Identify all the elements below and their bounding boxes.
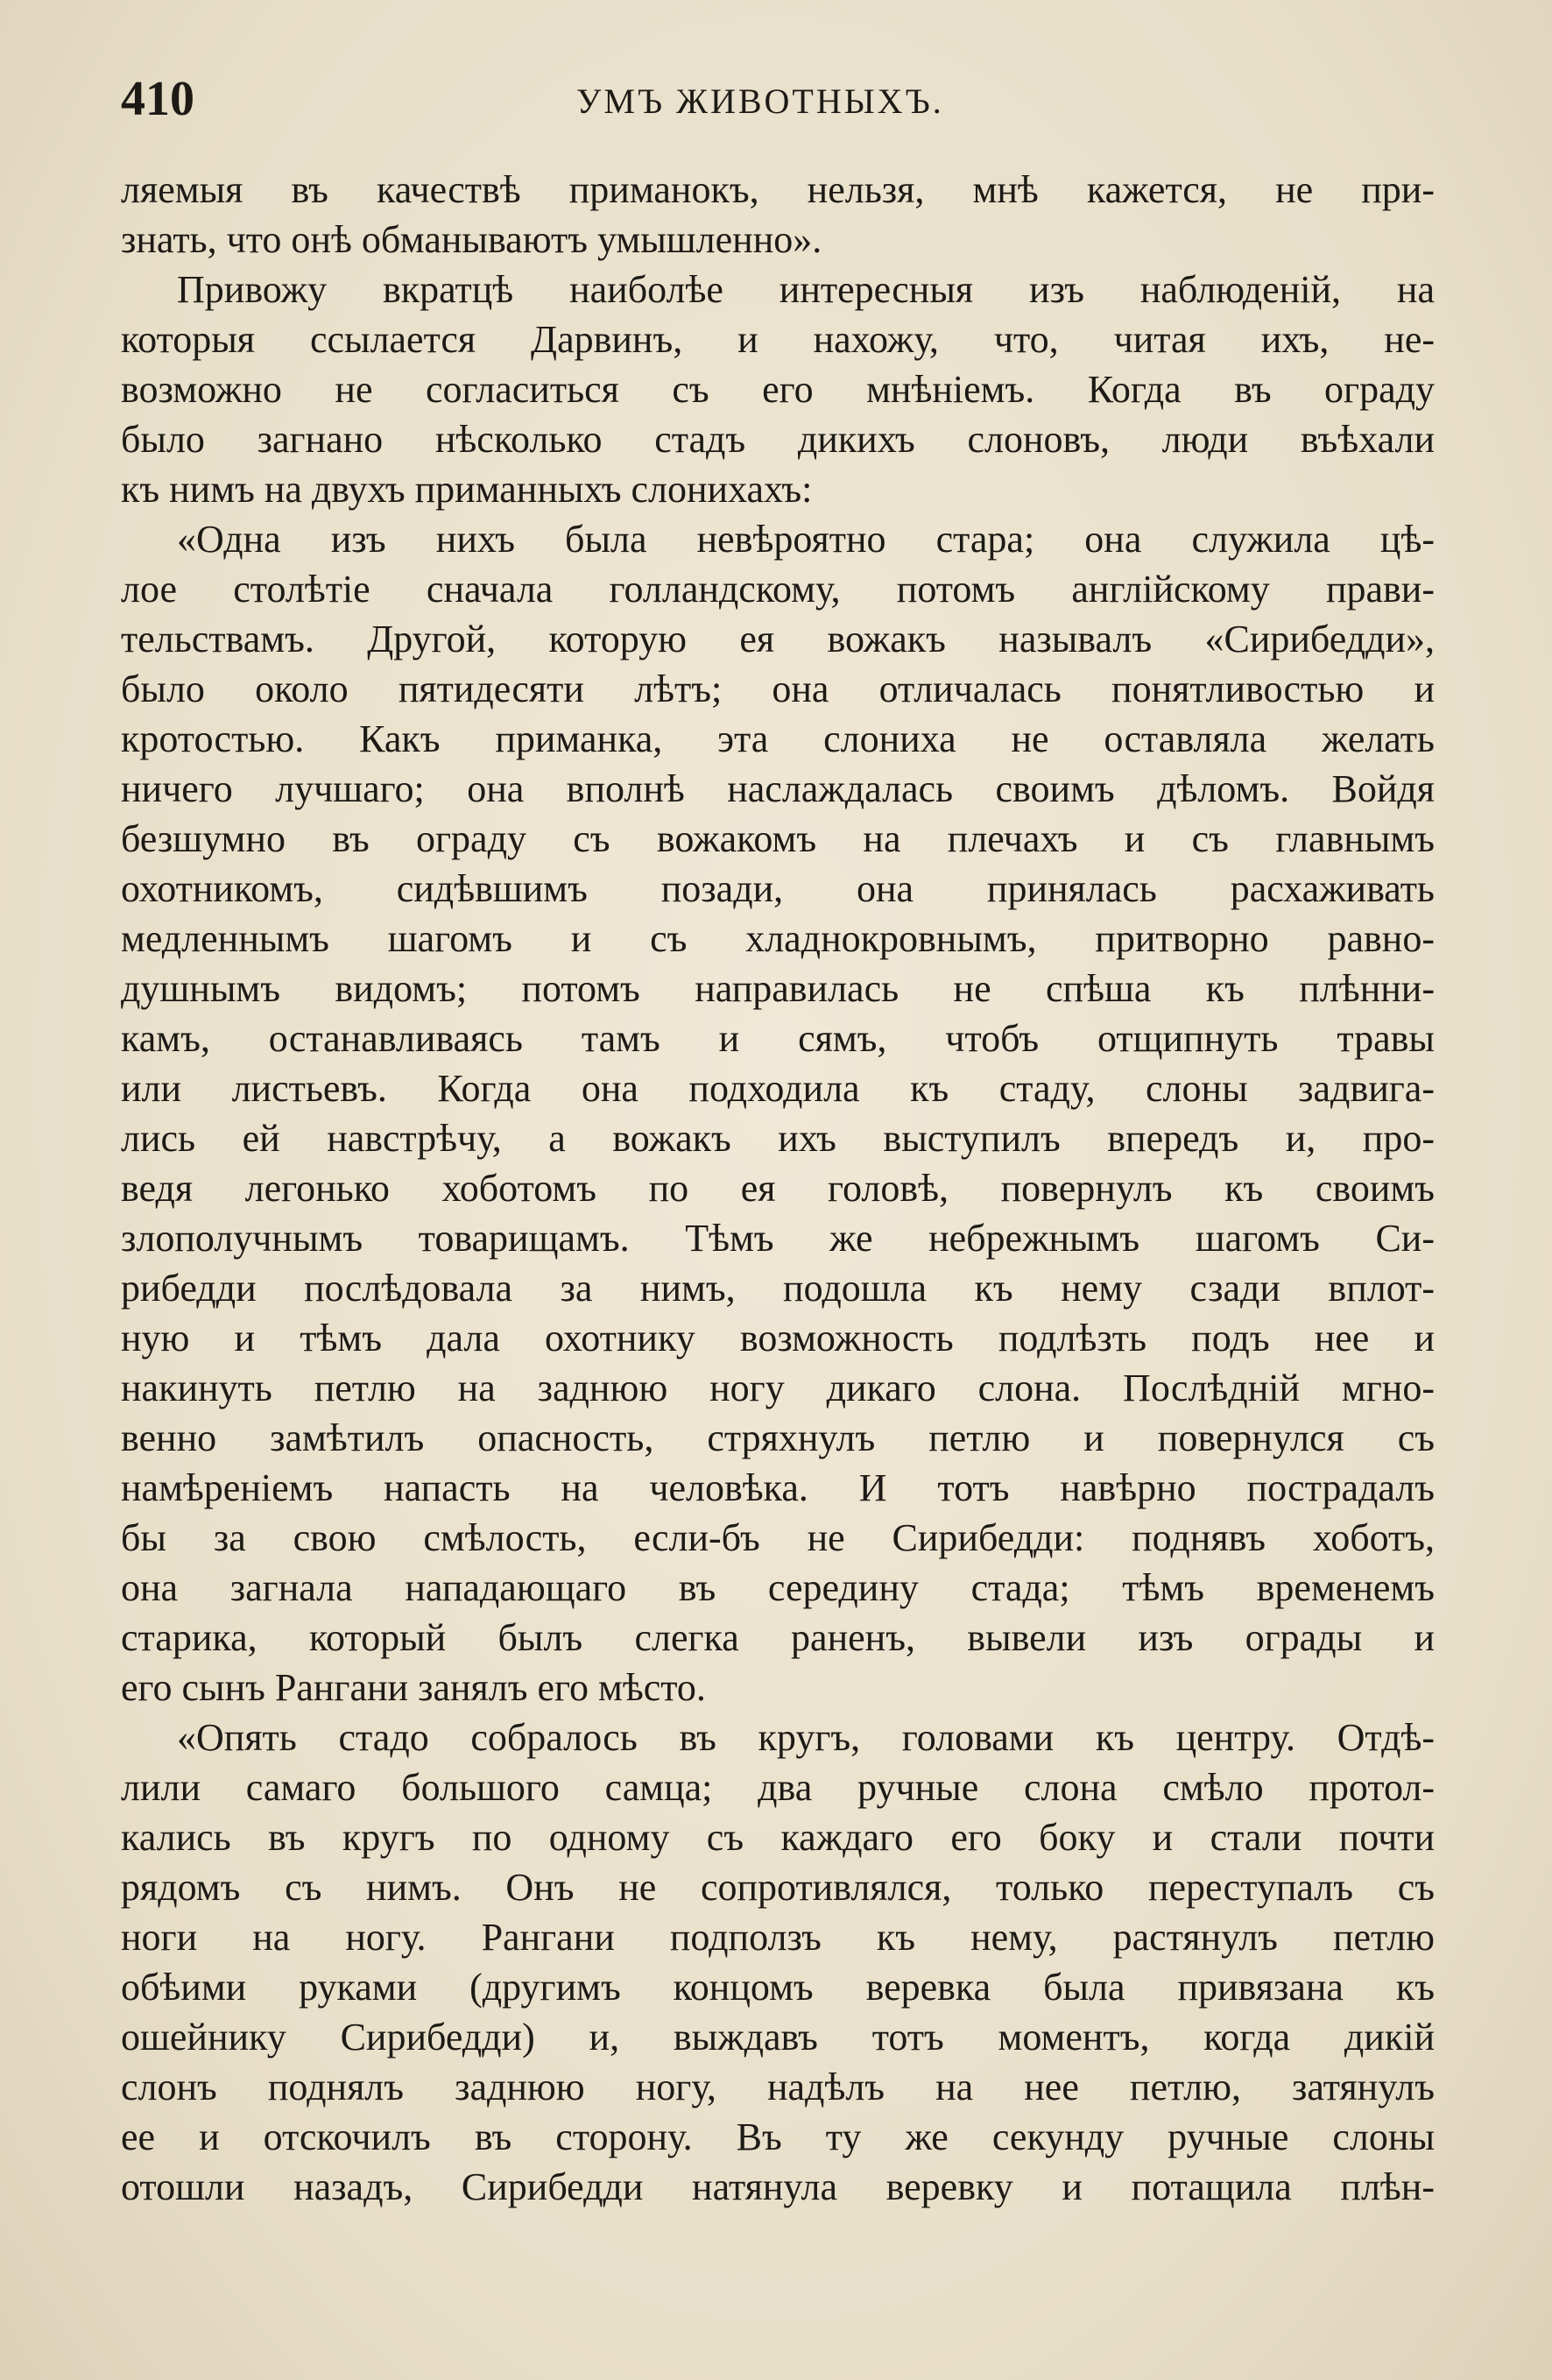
text-line: камъ, останавливаясь тамъ и сямъ, чтобъ отщипнуть травы xyxy=(121,1017,1435,1060)
text-line: она загнала нападающаго въ середину стада; тѣмъ временемъ xyxy=(121,1566,1435,1609)
text-line: обѣими руками (другимъ концомъ веревка была привязана къ xyxy=(121,1966,1435,2009)
text-line: душнымъ видомъ; потомъ направилась не спѣша къ плѣнни- xyxy=(121,967,1435,1010)
text-line: «Опять стадо собралось въ кругъ, головами къ центру. Отдѣ- xyxy=(177,1716,1435,1759)
text-line: ведя легонько хоботомъ по ея головѣ, повернулъ къ своимъ xyxy=(121,1167,1435,1210)
text-line: охотникомъ, сидѣвшимъ позади, она принялась расхаживать xyxy=(121,867,1435,910)
text-line: старика, который былъ слегка раненъ, вывели изъ ограды и xyxy=(121,1616,1435,1659)
text-line: венно замѣтилъ опасность, стряхнулъ петлю и повернулся съ xyxy=(121,1416,1435,1459)
text-line: ничего лучшаго; она вполнѣ наслаждалась своимъ дѣломъ. Войдя xyxy=(121,767,1435,810)
text-line: его сынъ Рангани занялъ его мѣсто. xyxy=(121,1666,706,1709)
text-line: кротостью. Какъ приманка, эта слониха не оставляла желать xyxy=(121,717,1435,760)
text-line: лись ей навстрѣчу, а вожакъ ихъ выступилъ впередъ и, про- xyxy=(121,1117,1435,1160)
text-line: которыя ссылается Дарвинъ, и нахожу, что, читая ихъ, не- xyxy=(121,318,1435,361)
text-line: намѣреніемъ напасть на человѣка. И тотъ навѣрно пострадалъ xyxy=(121,1466,1435,1509)
text-line: рядомъ съ нимъ. Онъ не сопротивлялся, только переступалъ съ xyxy=(121,1866,1435,1909)
text-line: медленнымъ шагомъ и съ хладнокровнымъ, притворно равно- xyxy=(121,917,1435,960)
text-line: ляемыя въ качествѣ приманокъ, нельзя, мнѣ кажется, не при- xyxy=(121,168,1435,211)
text-line: ноги на ногу. Рангани подползъ къ нему, растянулъ петлю xyxy=(121,1916,1435,1959)
body-text xyxy=(121,165,1435,2212)
text-line: лили самаго большого самца; два ручные слона смѣло протол- xyxy=(121,1766,1435,1809)
text-line: ошейнику Сирибедди) и, выждавъ тотъ моментъ, когда дикій xyxy=(121,2016,1435,2059)
text-line: возможно не согласиться съ его мнѣніемъ. Когда въ ограду xyxy=(121,368,1435,411)
text-line: бы за свою смѣлость, если-бъ не Сирибедди: поднявъ хоботъ, xyxy=(121,1516,1435,1559)
text-line: Привожу вкратцѣ наиболѣе интересныя изъ наблюденій, на xyxy=(177,268,1435,311)
running-title: УМЪ ЖИВОТНЫХЪ. xyxy=(576,81,944,121)
text-line: отошли назадъ, Сирибедди натянула веревку и потащила плѣн- xyxy=(121,2165,1435,2208)
text-line: тельствамъ. Другой, которую ея вожакъ называлъ «Сирибедди», xyxy=(121,618,1435,660)
text-line: ную и тѣмъ дала охотнику возможность подлѣзть подъ нее и xyxy=(121,1317,1435,1359)
text-line: рибедди послѣдовала за нимъ, подошла къ нему сзади вплот- xyxy=(121,1267,1435,1310)
text-line: слонъ поднялъ заднюю ногу, надѣлъ на нее петлю, затянулъ xyxy=(121,2066,1435,2108)
text-line: накинуть петлю на заднюю ногу дикаго слона. Послѣдній мгно- xyxy=(121,1367,1435,1409)
text-line: кались въ кругъ по одному съ каждаго его боку и стали почти xyxy=(121,1816,1435,1859)
text-line: безшумно въ ограду съ вожакомъ на плечахъ и съ главнымъ xyxy=(121,817,1435,860)
text-line: или листьевъ. Когда она подходила къ стаду, слоны задвига- xyxy=(121,1067,1435,1110)
text-line: ее и отскочилъ въ сторону. Въ ту же секунду ручные слоны xyxy=(121,2115,1435,2158)
page-header xyxy=(121,68,1435,130)
page-number: 410 xyxy=(121,72,194,126)
text-line: было около пятидесяти лѣтъ; она отличалась понятливостью и xyxy=(121,667,1435,710)
text-line: къ нимъ на двухъ приманныхъ слонихахъ: xyxy=(121,468,813,511)
text-line: «Одна изъ нихъ была невѣроятно стара; она служила цѣ- xyxy=(177,518,1435,561)
text-line: лое столѣтіе сначала голландскому, потомъ англійскому прави- xyxy=(121,568,1435,611)
text-line: злополучнымъ товарищамъ. Тѣмъ же небрежнымъ шагомъ Си- xyxy=(121,1217,1435,1260)
text-line: знать, что онѣ обманываютъ умышленно». xyxy=(121,218,822,261)
text-line: было загнано нѣсколько стадъ дикихъ слоновъ, люди въѣхали xyxy=(121,418,1435,461)
